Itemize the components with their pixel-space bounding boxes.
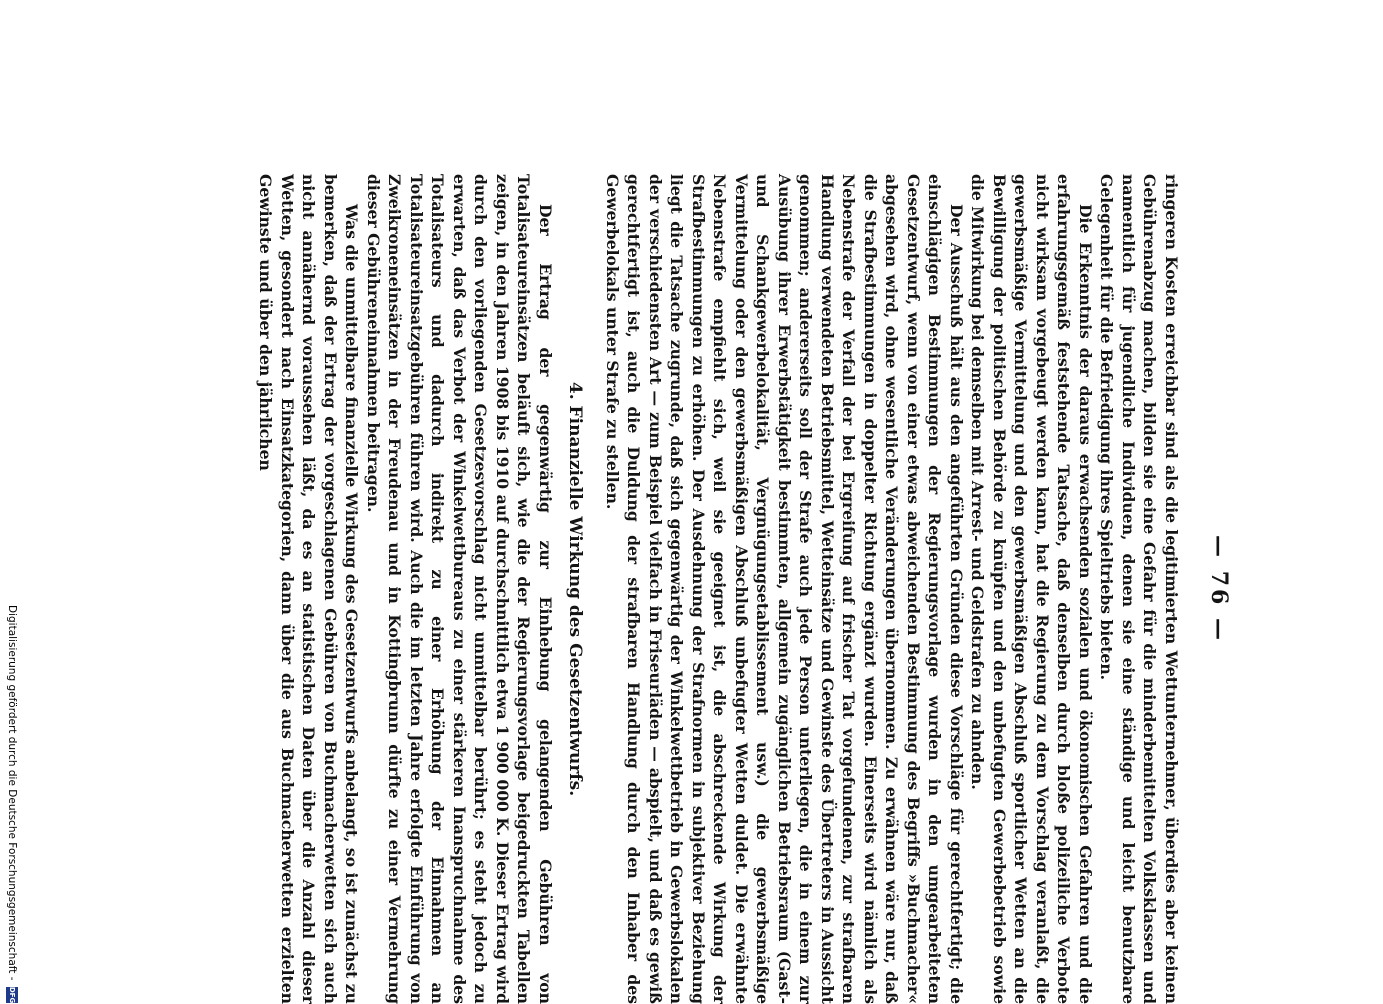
footer-note: Digitalisierung gefördert durch die Deutsche Forschungsgemeinschaft - — [6, 605, 18, 981]
page-number: — 76 — — [1206, 535, 1232, 643]
section-heading: 4. Finanzielle Wirkung des Gesetzentwurfs. — [565, 381, 586, 797]
paragraph: Was die unmittelbare finanzielle Wirkung des Gesetzentwurfs anbelangt, so ist zunächst zu bemerken, daß der Ertrag der vorgeschlagenen Gebühren von Buchmacherwetten sich auch nicht annähernd voraussehen läßt, da es an statistischen Daten über die Anzahl dieser Wetten, gesondert nach Einsatzkategorien, dann über die aus Buchmacherwetten erzielten Gewinste und über den jährlichen — [256, 174, 362, 1004]
paragraph: ringeren Kosten erreichbar sind als die legitimierten Wettunternehmer, überdies aber keinen Gebührenabzug machen, bilden sie eine Gefahr für die minderbemittelten Volksklassen und namentlich für jugendliche Individuen, denen sie eine ständige und leicht benutzbare Gelegenheit für die Befriedigung ihres Spieltriebs bieten. — [1097, 174, 1181, 1004]
digitization-footer — [2, 605, 22, 1004]
paragraph: Die Erkenntnis der daraus erwachsenden sozialen und ökonomischen Gefahren und die erfahrungsgemäß feststehende Tatsache, daß denselben durch bloße polizeiliche Verbote nicht wirksam vorgebeugt werden kann, hat die Regierung zu dem Vorschlag veranlaßt, die gewerbsmäßige Vermittelung und den gewerbsmäßigen Abschluß sportlicher Wetten an die Bewilligung der politischen Behörde zu knüpfen und den unbefugten Gewerbebetrieb sowie die Mitwirkung bei demselben mit Arrest- und Geldstrafen zu ahnden. — [968, 174, 1095, 1004]
paragraph: Der Ausschuß hält aus den angeführten Gründen diese Vorschläge für gerechtfertigt; die einschlägigen Bestimmungen der Regierungsvorlage wurden in den umgearbeiteten Gesetzentwurf, wenn von einer etwas abweichenden Bestimmung des Begriffs »Buchmacher« abgesehen wird, ohne wesentliche Veränderungen übernommen. Zu erwähnen wäre nur, daß die Strafbestimmungen in doppelter Richtung ergänzt wurden. Einerseits wird nämlich als Nebenstrafe der Verfall der bei Ergreifung auf frischer Tat vorgefundenen, zur strafbaren Handlung verwendeten Betriebsmittel, Wetteinsätze und Gewinste des Übertreters in Aussicht genommen; andererseits soll der Strafe auch jede Person unterliegen, die in einem zur Ausübung ihrer Erwerbstätigkeit bestimmten, allgemein zugänglichen Betriebsraum (Gast- und Schankgewerbelokalität, Vergnügungsetablissement usw.) die gewerbsmäßige Vermittelung oder den gewerbsmäßigen Abschluß unbefugter Wetten duldet. Die erwähnte Nebenstrafe empfiehlt sich, weil sie geeignet ist, die abschreckende Wirkung der Strafbestimmungen zu erhöhen. Der Ausdehnung der Strafnormen in subjektiver Beziehung liegt die Tatsache zugrunde, daß sich gegenwärtig der Winkelwettbetrieb in Gewerbslokalen der verschiedensten Art — zum Beispiel vielfach in Friseurläden — abspielt, und daß es gewiß gerechtfertigt ist, auch die Duldung der strafbaren Handlung durch den Inhaber des Gewerbelokals unter Strafe zu stellen. — [603, 174, 966, 1004]
dfg-logo: DFG — [8, 986, 16, 1004]
paragraph: Der Ertrag der gegenwärtig zur Einhebung gelangenden Gebühren von Totalisateureinsätzen beläuft sich, wie die der Regierungsvorlage beigedruckten Tabellen zeigen, in den Jahren 1908 bis 1910 auf durchschnittlich etwa 1 900 000 K. Dieser Ertrag wird durch den vorliegenden Gesetzesvorschlag nicht unmittelbar berührt; es steht jedoch zu erwarten, daß das Verbot der Winkelwettbureaus zu einer stärkeren Inanspruchnahme des Totalisateurs und dadurch indirekt zu einer Erhöhung der Einnahmen an Totalisateureinsatzgebühren führen wird. Auch die im letzten Jahre erfolgte Einführung von Zweikroneneinsätzen in der Freudenau und in Kottingbrunn dürfte zu einer Vermehrung dieser Gebühreneinnahmen beitragen. — [364, 174, 555, 1004]
body-text — [255, 174, 1182, 1004]
rotated-text-block — [146, 174, 1246, 1004]
